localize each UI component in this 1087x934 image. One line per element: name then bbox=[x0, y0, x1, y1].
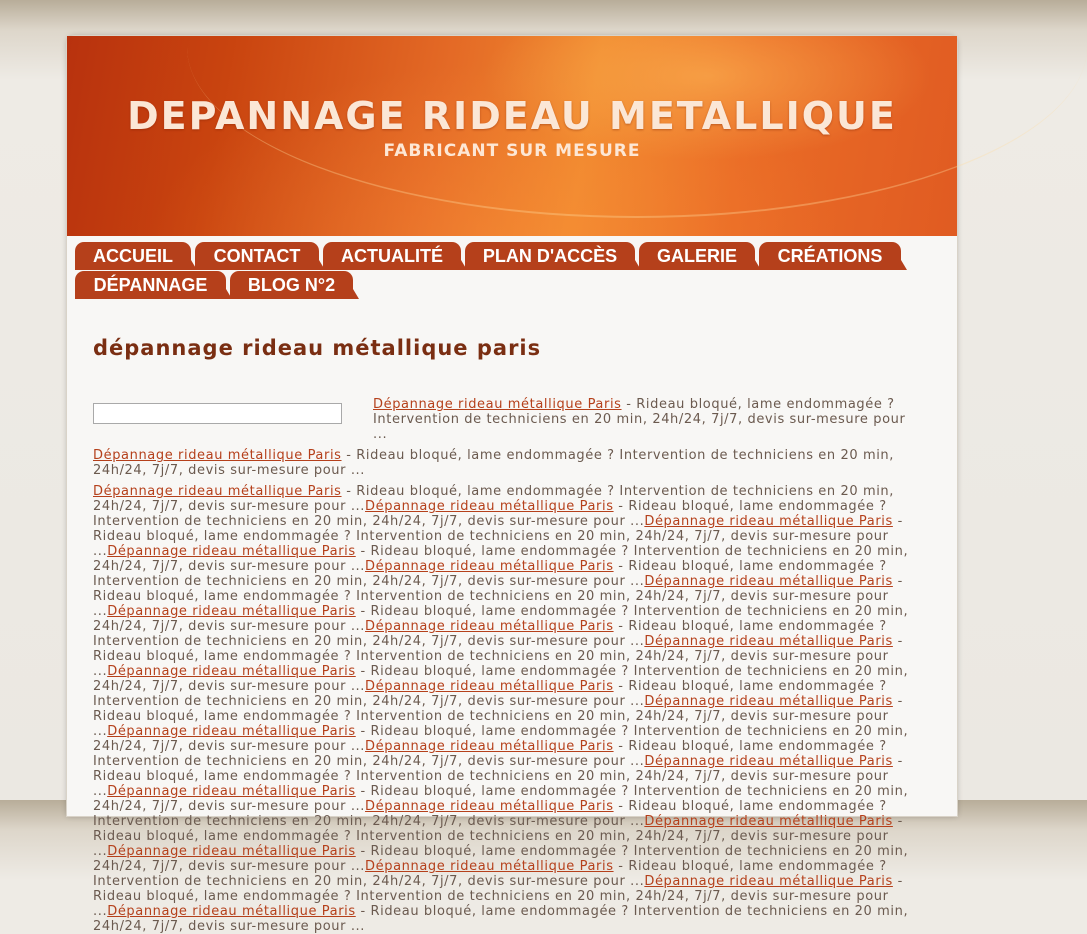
post-excerpt: - Rideau bloqué, lame endommagée ? Intervention de techniciens en 20 min, 24h/24, 7j/7, devis sur-mesure pour ... bbox=[93, 694, 903, 739]
nav-item-actualite[interactable]: ACTUALITÉ bbox=[323, 242, 461, 270]
post-link[interactable]: Dépannage rideau métallique Paris bbox=[107, 844, 356, 859]
page-title: dépannage rideau métallique paris bbox=[93, 336, 542, 360]
post-entry bbox=[93, 904, 908, 934]
post-link[interactable]: Dépannage rideau métallique Paris bbox=[644, 754, 893, 769]
post-excerpt: - Rideau bloqué, lame endommagée ? Intervention de techniciens en 20 min, 24h/24, 7j/7, devis sur-mesure pour ... bbox=[93, 664, 909, 694]
post-excerpt: - Rideau bloqué, lame endommagée ? Intervention de techniciens en 20 min, 24h/24, 7j/7, devis sur-mesure pour ... bbox=[93, 784, 909, 814]
nav-item-blog-2[interactable]: BLOG N°2 bbox=[230, 271, 353, 299]
post-excerpt: - Rideau bloqué, lame endommagée ? Intervention de techniciens en 20 min, 24h/24, 7j/7, devis sur-mesure pour ... bbox=[93, 604, 909, 634]
post-entry bbox=[93, 448, 894, 478]
post-excerpt: - Rideau bloqué, lame endommagée ? Intervention de techniciens en 20 min, 24h/24, 7j/7, devis sur-mesure pour ... bbox=[93, 484, 894, 514]
post-excerpt: - Rideau bloqué, lame endommagée ? Intervention de techniciens en 20 min, 24h/24, 7j/7, devis sur-mesure pour ... bbox=[93, 799, 887, 829]
post-excerpt: - Rideau bloqué, lame endommagée ? Intervention de techniciens en 20 min, 24h/24, 7j/7, devis sur-mesure pour ... bbox=[93, 619, 887, 649]
post-link[interactable]: Dépannage rideau métallique Paris bbox=[107, 904, 356, 919]
site-header-banner bbox=[67, 36, 957, 236]
post-link[interactable]: Dépannage rideau métallique Paris bbox=[107, 544, 356, 559]
post-excerpt: - Rideau bloqué, lame endommagée ? Intervention de techniciens en 20 min, 24h/24, 7j/7, devis sur-mesure pour ... bbox=[93, 514, 903, 559]
post-entry bbox=[373, 397, 905, 442]
post-excerpt: - Rideau bloqué, lame endommagée ? Intervention de techniciens en 20 min, 24h/24, 7j/7, devis sur-mesure pour ... bbox=[93, 499, 887, 529]
post-excerpt: - Rideau bloqué, lame endommagée ? Intervention de techniciens en 20 min, 24h/24, 7j/7, devis sur-mesure pour ... bbox=[93, 448, 894, 478]
sidebar-spacer bbox=[93, 397, 373, 447]
post-excerpt: - Rideau bloqué, lame endommagée ? Intervention de techniciens en 20 min, 24h/24, 7j/7, devis sur-mesure pour ... bbox=[93, 874, 903, 919]
post-link[interactable]: Dépannage rideau métallique Paris bbox=[93, 448, 342, 463]
post-link[interactable]: Dépannage rideau métallique Paris bbox=[365, 679, 614, 694]
post-link[interactable]: Dépannage rideau métallique Paris bbox=[107, 784, 356, 799]
post-excerpt: - Rideau bloqué, lame endommagée ? Intervention de techniciens en 20 min, 24h/24, 7j/7, devis sur-mesure pour ... bbox=[93, 904, 909, 934]
nav-item-contact[interactable]: CONTACT bbox=[195, 242, 319, 270]
post-excerpt: - Rideau bloqué, lame endommagée ? Intervention de techniciens en 20 min, 24h/24, 7j/7, devis sur-mesure pour ... bbox=[93, 724, 909, 754]
post-link[interactable]: Dépannage rideau métallique Paris bbox=[365, 739, 614, 754]
nav-item-galerie[interactable]: GALERIE bbox=[639, 242, 755, 270]
post-link[interactable]: Dépannage rideau métallique Paris bbox=[365, 799, 614, 814]
post-link[interactable]: Dépannage rideau métallique Paris bbox=[365, 859, 614, 874]
post-link[interactable]: Dépannage rideau métallique Paris bbox=[365, 619, 614, 634]
post-excerpt: - Rideau bloqué, lame endommagée ? Intervention de techniciens en 20 min, 24h/24, 7j/7, devis sur-mesure pour ... bbox=[93, 859, 887, 889]
post-excerpt: - Rideau bloqué, lame endommagée ? Intervention de techniciens en 20 min, 24h/24, 7j/7, devis sur-mesure pour ... bbox=[93, 544, 909, 574]
post-link[interactable]: Dépannage rideau métallique Paris bbox=[107, 604, 356, 619]
post-excerpt: - Rideau bloqué, lame endommagée ? Intervention de techniciens en 20 min, 24h/24, 7j/7, devis sur-mesure pour ... bbox=[93, 679, 887, 709]
post-excerpt: - Rideau bloqué, lame endommagée ? Intervention de techniciens en 20 min, 24h/24, 7j/7, devis sur-mesure pour ... bbox=[93, 814, 903, 859]
nav-item-accueil[interactable]: ACCUEIL bbox=[75, 242, 191, 270]
post-link[interactable]: Dépannage rideau métallique Paris bbox=[365, 499, 614, 514]
post-link[interactable]: Dépannage rideau métallique Paris bbox=[107, 724, 356, 739]
post-link[interactable]: Dépannage rideau métallique Paris bbox=[365, 559, 614, 574]
post-link[interactable]: Dépannage rideau métallique Paris bbox=[644, 574, 893, 589]
site-subtitle: FABRICANT SUR MESURE bbox=[383, 141, 641, 161]
post-link[interactable]: Dépannage rideau métallique Paris bbox=[644, 514, 893, 529]
post-link[interactable]: Dépannage rideau métallique Paris bbox=[107, 664, 356, 679]
post-excerpt: - Rideau bloqué, lame endommagée ? Intervention de techniciens en 20 min, 24h/24, 7j/7, devis sur-mesure pour ... bbox=[93, 574, 903, 619]
nav-item-plan-acces[interactable]: PLAN D'ACCÈS bbox=[465, 242, 635, 270]
post-excerpt: - Rideau bloqué, lame endommagée ? Intervention de techniciens en 20 min, 24h/24, 7j/7, devis sur-mesure pour ... bbox=[93, 559, 887, 589]
site-title[interactable]: DEPANNAGE RIDEAU METALLIQUE bbox=[127, 94, 897, 138]
nav-item-creations[interactable]: CRÉATIONS bbox=[759, 242, 901, 270]
post-excerpt: - Rideau bloqué, lame endommagée ? Intervention de techniciens en 20 min, 24h/24, 7j/7, devis sur-mesure pour ... bbox=[93, 754, 903, 799]
post-link[interactable]: Dépannage rideau métallique Paris bbox=[644, 694, 893, 709]
post-link[interactable]: Dépannage rideau métallique Paris bbox=[644, 814, 893, 829]
post-excerpt: - Rideau bloqué, lame endommagée ? Intervention de techniciens en 20 min, 24h/24, 7j/7, devis sur-mesure pour ... bbox=[93, 739, 887, 769]
post-excerpt: - Rideau bloqué, lame endommagée ? Intervention de techniciens en 20 min, 24h/24, 7j/7, devis sur-mesure pour ... bbox=[93, 844, 909, 874]
post-excerpt: - Rideau bloqué, lame endommagée ? Intervention de techniciens en 20 min, 24h/24, 7j/7, devis sur-mesure pour ... bbox=[93, 634, 903, 679]
page-container bbox=[67, 36, 957, 934]
post-list bbox=[93, 397, 923, 934]
post-link[interactable]: Dépannage rideau métallique Paris bbox=[373, 397, 622, 412]
post-link[interactable]: Dépannage rideau métallique Paris bbox=[644, 634, 893, 649]
post-link[interactable]: Dépannage rideau métallique Paris bbox=[644, 874, 893, 889]
nav-item-depannage[interactable]: DÉPANNAGE bbox=[75, 271, 226, 299]
post-link[interactable]: Dépannage rideau métallique Paris bbox=[93, 484, 342, 499]
post-excerpt: - Rideau bloqué, lame endommagée ? Intervention de techniciens en 20 min, 24h/24, 7j/7, devis sur-mesure pour ... bbox=[373, 397, 906, 442]
